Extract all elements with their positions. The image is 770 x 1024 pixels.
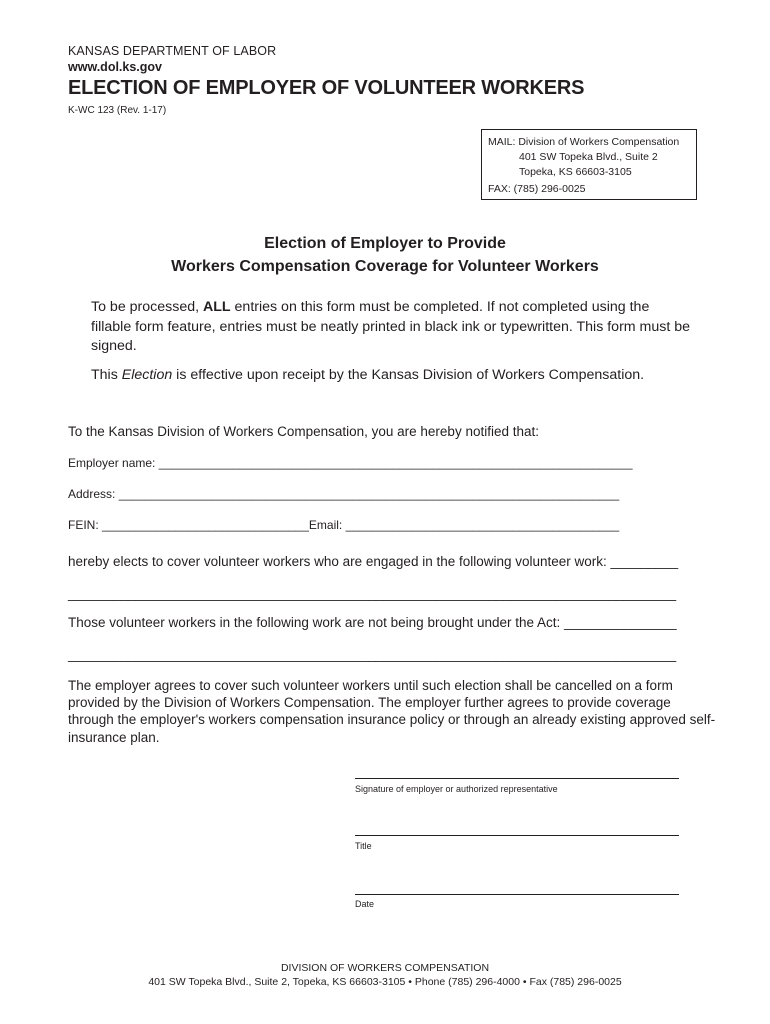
volunteer-work-field[interactable]: hereby elects to cover volunteer workers who are engaged in the following volunteer work: _________	[68, 554, 679, 569]
form-id: K-WC 123 (Rev. 1-17)	[68, 105, 167, 116]
excluded-work-field[interactable]: Those volunteer workers in the following work are not being brought under the Act: _______________	[68, 615, 677, 630]
title-line[interactable]	[355, 835, 679, 836]
agency-website: www.dol.ks.gov	[68, 60, 162, 74]
volunteer-work-continuation-line[interactable]: _________________________________________________________________________________	[68, 586, 677, 601]
mailing-address-box	[481, 129, 697, 200]
fax-number: FAX: (785) 296-0025	[488, 183, 586, 195]
footer-division: DIVISION OF WORKERS COMPENSATION	[280, 962, 490, 974]
agency-name: KANSAS DEPARTMENT OF LABOR	[68, 44, 277, 58]
instructions-emphasis: ALL	[203, 299, 231, 315]
signature-line[interactable]	[355, 778, 679, 779]
footer-contact: 401 SW Topeka Blvd., Suite 2, Topeka, KS 66603-3105 • Phone (785) 296-4000 • Fax (785) 296-0025	[148, 976, 622, 988]
employer-name-field[interactable]: Employer name: _______________________________________________________________________	[68, 456, 633, 470]
effective-suffix: is effective upon receipt by the Kansas Division of Workers Compensation.	[172, 367, 645, 383]
instructions-suffix: entries on this form must be completed. If not completed using the fillable form feature, entries must be neatly printed in black ink or typewritten. This form must be signed.	[91, 299, 691, 354]
effective-statement	[91, 367, 644, 383]
fein-email-field[interactable]: FEIN: _______________________________Email: _________________________________________	[68, 518, 620, 532]
effective-italic: Election	[121, 367, 173, 383]
title-label: Title	[355, 841, 372, 851]
mail-line-2: 401 SW Topeka Blvd., Suite 2	[519, 151, 658, 163]
address-field[interactable]: Address: ___________________________________________________________________________	[68, 487, 620, 501]
date-label: Date	[355, 899, 375, 909]
instructions-prefix: To be processed,	[91, 299, 203, 315]
signature-label: Signature of employer or authorized representative	[355, 784, 558, 794]
section-heading-line-2: Workers Compensation Coverage for Volunteer Workers	[171, 258, 599, 275]
section-heading-line-1: Election of Employer to Provide	[264, 235, 506, 252]
mail-line-3: Topeka, KS 66603-3105	[519, 166, 632, 178]
agreement-paragraph: The employer agrees to cover such volunteer workers until such election shall be cancelled on a form provided by the Division of Workers Compensation. The employer further agrees to provide coverage through the employer's workers compensation insurance policy or through an already existing approved self-insurance plan.	[68, 678, 716, 745]
instructions-paragraph	[91, 298, 691, 357]
notice-statement: To the Kansas Division of Workers Compensation, you are hereby notified that:	[68, 424, 539, 439]
form-title: ELECTION OF EMPLOYER OF VOLUNTEER WORKERS	[68, 77, 585, 99]
excluded-work-continuation-line[interactable]: _________________________________________________________________________________	[68, 647, 677, 662]
effective-prefix: This	[91, 367, 122, 383]
date-line[interactable]	[355, 894, 679, 895]
mail-line-1: MAIL: Division of Workers Compensation	[488, 136, 680, 148]
